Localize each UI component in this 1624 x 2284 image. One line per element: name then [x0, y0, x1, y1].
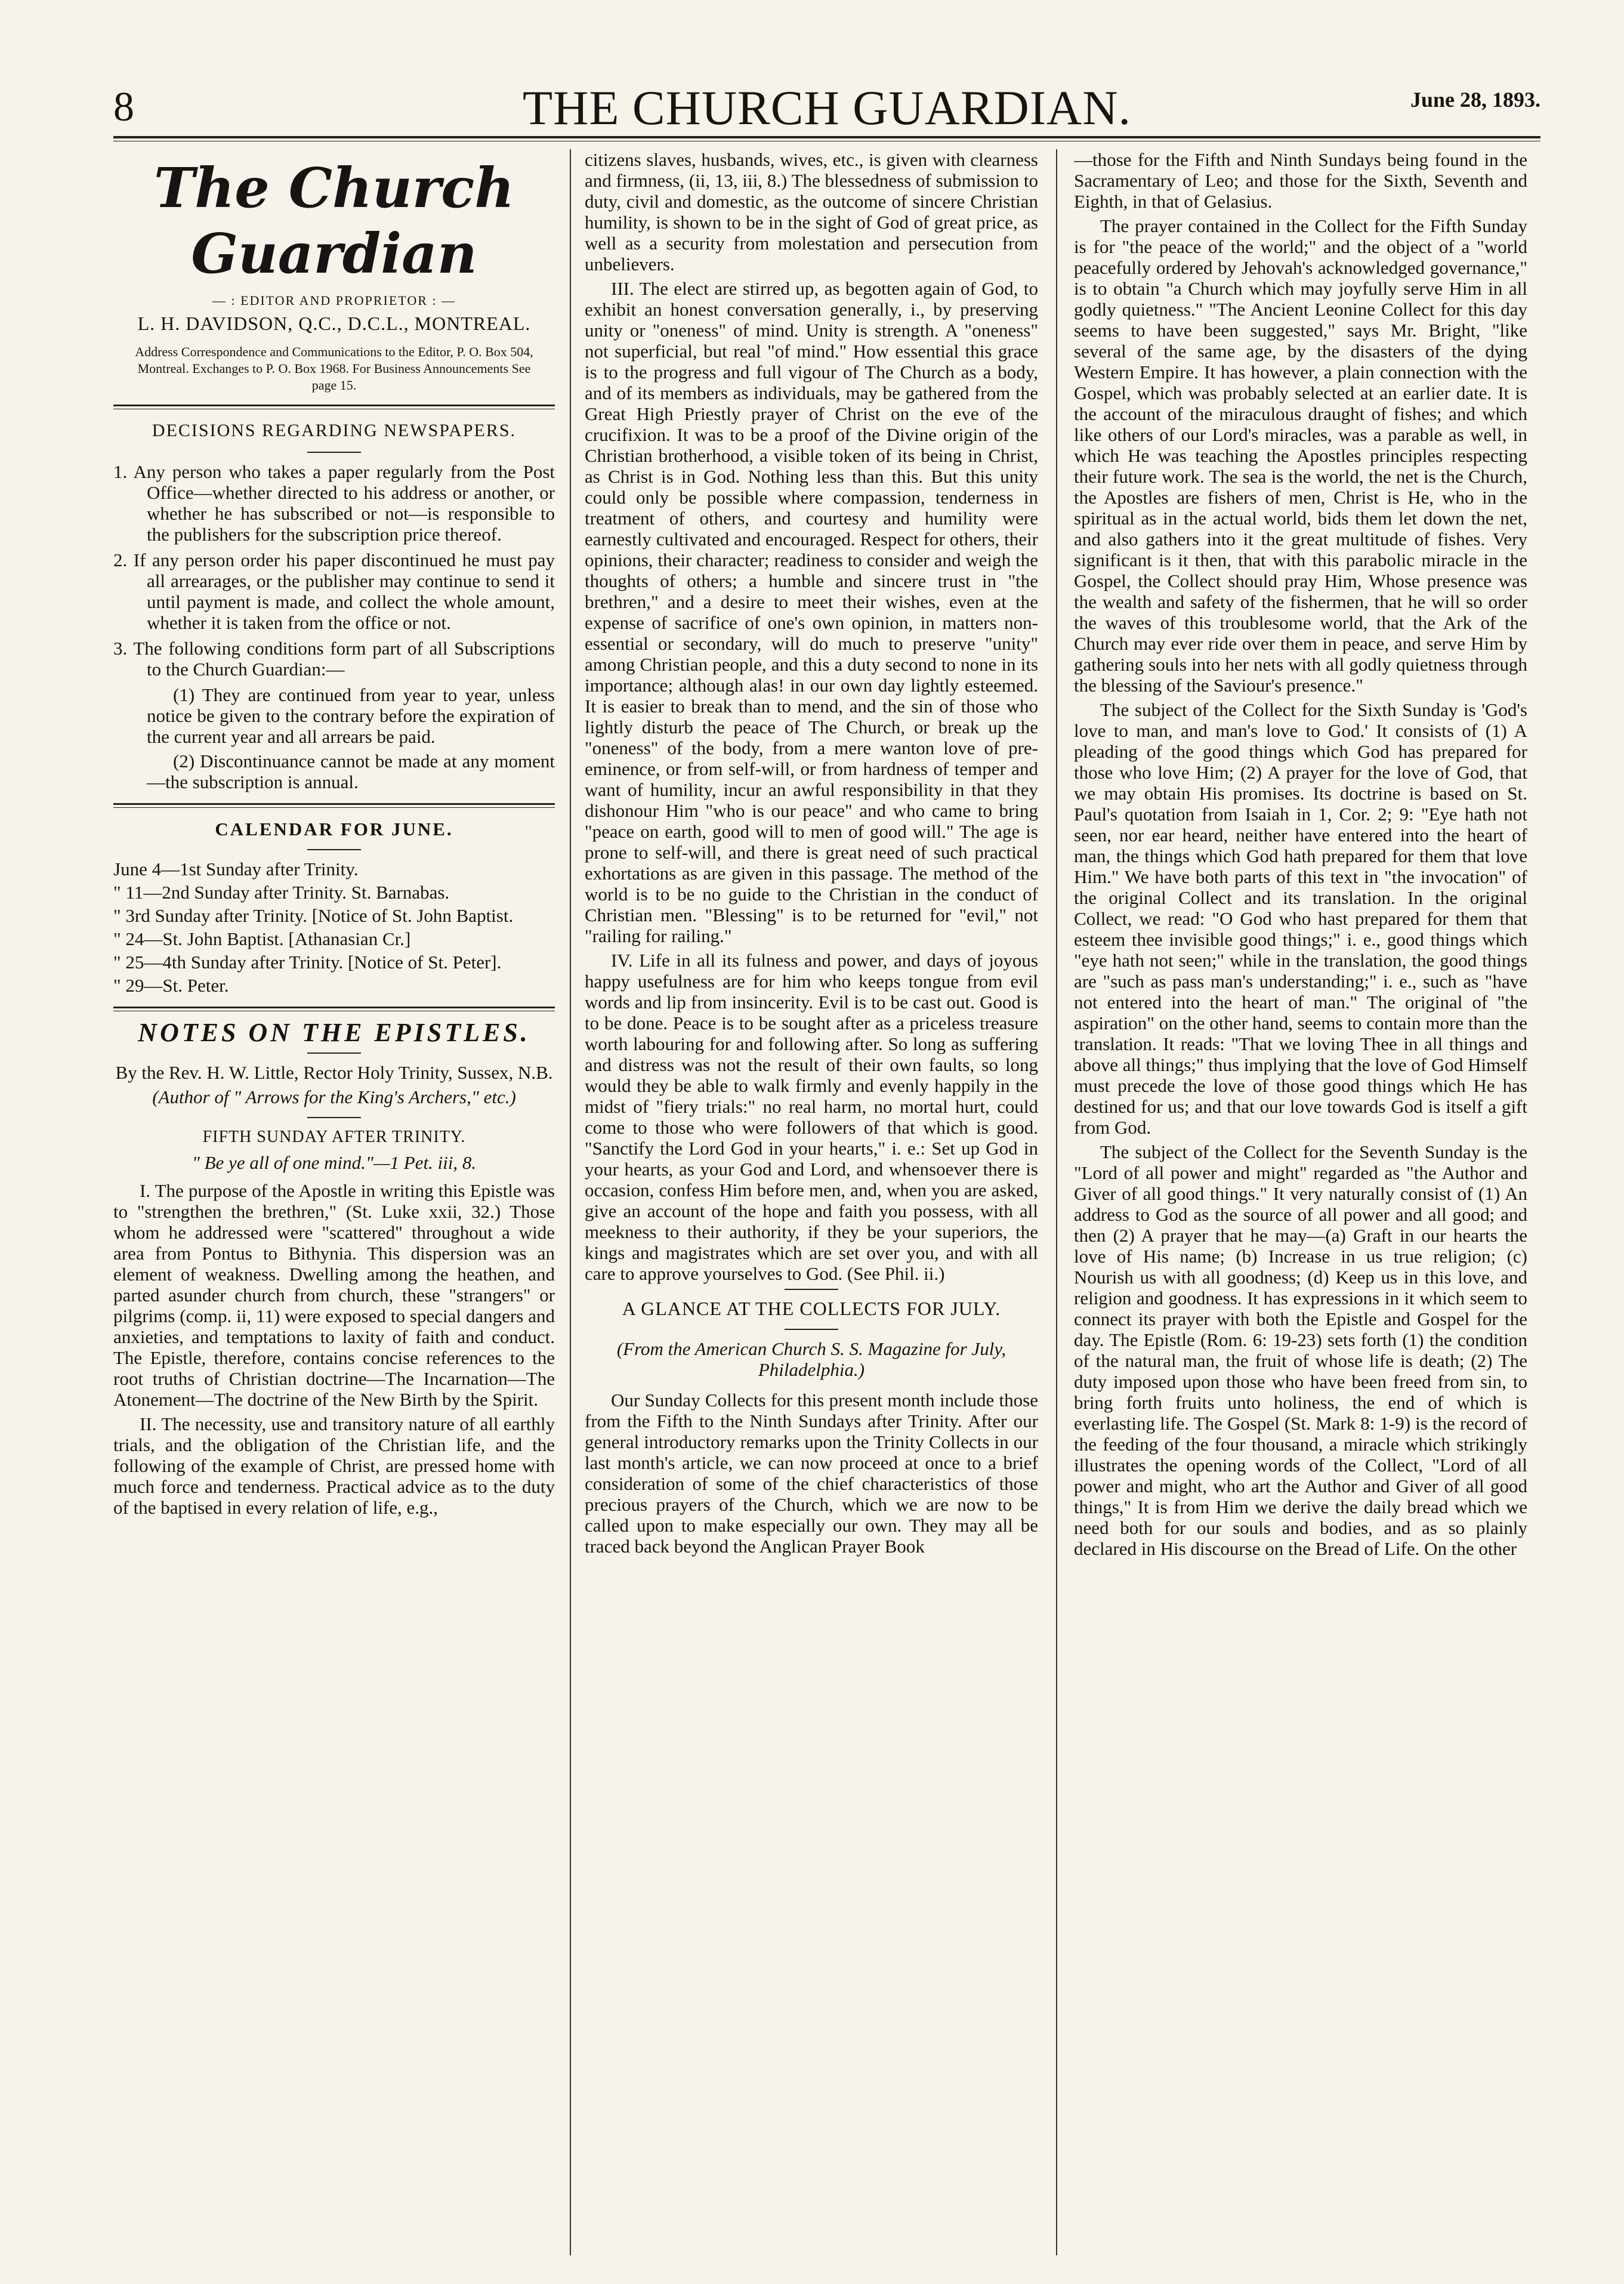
divider	[113, 803, 555, 805]
decision-item: 2. If any person order his paper discontinued he must pay all arrearages, or the publisher may continue to send it until payment is made, and collect the whole amount, whether it is taken from the office or not.	[113, 550, 555, 633]
article-paragraph: The subject of the Collect for the Sixth Sunday is 'God's love to man, and man's love to God.' It consists of (1) A pleading of the good things which God has prepared for those who love Him; (2) A prayer for the love of God, that we may obtain His promises. Its doctrine is based on St. Paul's quotation from Isaiah in 1, Cor. 2; 9: "Eye hath not seen, nor ear heard, neither have entered into the heart of man, the things which God hath prepared for them that love Him." We have both parts of this text in "the invocation" of the original Collect and its translation. In the original Collect, we read: "O God who hast prepared for them that esteem thee invisible good things;" i. e., good things which "eye hath not seen;" while in the translation, the good things are "such as pass man's understanding;" i. e., such as "have not entered into the heart of man." The original of "the aspiration" on the other hand, seems to contain more than the translation. It reads: "That we loving Thee in all things and above all things;" thus implying that the love of God Himself must precede the love of those good things which He has destined for us; and that our love towards God is itself a gift from God.	[1074, 699, 1527, 1138]
scripture-quote: " Be ye all of one mind."—1 Pet. iii, 8.	[192, 1152, 477, 1173]
short-rule	[785, 1289, 838, 1290]
decisions-heading: DECISIONS REGARDING NEWSPAPERS.	[152, 421, 517, 440]
article-paragraph: The prayer contained in the Collect for the Fifth Sunday is for "the peace of the world;" and the object of a "world peacefully ordered by Jehovah's acknowledged governance," is to obtain "a Church which may joyfully serve Him in all godly quietness." "The Ancient Leonine Collect for this day seems to have been suggested," says Mr. Bright, "like several of the same age, by the disasters of the dying Western Empire. It has however, a plain connection with the Gospel, which was probably selected at an earlier date. It is the account of the miraculous draught of fishes; and which like others of our Lord's miracles, was a parable as well, in which He was teaching the Apostles principles respecting their future work. The sea is the world, the net is the Church, the Apostles are fishers of men, Christ is He, who in the spiritual as in the actual world, bids them let down the net, and also gathers into it the great multitude of fishes. Very significant is it then, that with this parabolic miracle in the Gospel, the Collect should pray Him, Whose presence was the wealth and safety of the fishermen, that he will so order the waves of this troublesome world, that the Ark of the Church may ever ride over them in peace, and serve Him by gathering souls into her nets with all godly quietness through the blessing of the Saviour's presence."	[1074, 215, 1527, 696]
calendar-entry: " 24—St. John Baptist. [Athanasian Cr.]	[113, 928, 411, 949]
short-rule	[307, 1053, 361, 1054]
decision-item: 1. Any person who takes a paper regularly from the Post Office—whether directed to his address or another, or whether he has subscribed or not—is responsible to the publishers for the subscription price thereof.	[113, 461, 555, 545]
sunday-heading: FIFTH SUNDAY AFTER TRINITY.	[202, 1128, 466, 1146]
column-2	[585, 149, 1038, 2255]
calendar-entry: " 3rd Sunday after Trinity. [Notice of St. John Baptist.	[113, 905, 514, 926]
address-notice: Address Correspondence and Communications to the Editor, P. O. Box 504, Montreal. Exchanges to P. O. Box 1968. For Business Announcements See page 15.	[135, 344, 533, 393]
article-paragraph: III. The elect are stirred up, as begotten again of God, to exhibit an honest conversation generally, i., by preserving unity or "oneness" of mind. Unity is strength. A "oneness" not superficial, but real "of mind." How essential this grace is to the progress and full vigour of The Church as a body, and of its members as individuals, may be gathered from the Great High Priestly prayer of Christ on the eve of the crucifixion. It was to be a proof of the Divine origin of the Christian brotherhood, a visible token of its being in Christ, as Christ is in God. Nothing less than this. But this unity could only be possible where compassion, tenderness in treatment of others, and courtesy and humility were earnestly cultivated and encouraged. Respect for others, their opinions, their character; readiness to consider and weigh the thoughts of others; a humble and sincere trust in "the brethren," and a desire to meet their wishes, even at the expense of sacrifice of one's own opinion, in matters non-essential or secondary, will do much to preserve "unity" among Christian people, and this a duty second to none in its importance; although alas! in our own day lightly esteemed. It is easier to break than to mend, and the sin of those who lightly disturb the peace of The Church, or break up the "oneness" of the body, from a mere wanton love of pre-eminence, or from self-will, or from hardness of temper and want of humility, incur an awful responsibility in that they dishonour Him "who is our peace" and who came to bring "peace on earth, good will to men of good will." The age is prone to self-will, and there is great need of such practical exhortations as are given in this passage. The method of the world is to be no guide to the Christian in the conduct of Christian men. "Blessing" is to be returned for "evil," not "railing for railing."	[585, 278, 1038, 946]
calendar-entry: June 4—1st Sunday after Trinity.	[113, 859, 359, 879]
article-paragraph: I. The purpose of the Apostle in writing this Epistle was to "strengthen the brethren," (St. Luke xxii, 32.) Those whom he addressed were "scattered" throughout a wide area from Pontus to Bithynia. This dispersion was an element of weakness. Dwelling among the heathen, and parted asunder church from church, these "strangers" or pilgrims (comp. ii, 11) were exposed to special dangers and anxieties, and temptations to laxity of faith and conduct. The Epistle, therefore, contains concise references to the root truths of Christian doctrine—The Incarnation—The Atonement—The doctrine of the New Birth by the Spirit.	[113, 1180, 555, 1410]
calendar-entry: " 25—4th Sunday after Trinity. [Notice of St. Peter].	[113, 952, 502, 973]
column-divider-1	[570, 149, 571, 2255]
decision-item: 3. The following conditions form part of all Subscriptions to the Church Guardian:—	[113, 638, 555, 680]
page-number: 8	[113, 84, 134, 130]
short-rule	[307, 452, 361, 453]
calendar-heading: CALENDAR FOR JUNE.	[215, 819, 453, 839]
article-paragraph: IV. Life in all its fulness and power, and days of joyous happy usefulness are for him who keeps tongue from evil words and lip from insincerity. Evil is to be cast out. Good is to be done. Peace is to be sought after as a priceless treasure worth labouring for and following after. So long as suffering and distress was not the result of their own faults, so long would they be able to walk firmly and evenly happily in the midst of "fiery trials:" no real harm, no mortal hurt, could come to those who were followers of that which is good. "Sanctify the Lord God in your hearts," i. e.: Set up God in your hearts, as your God and Lord, and whensoever there is occasion, confess Him before men, and, when you are asked, give an account of the hope and faith you possess, with all meekness to their authority, if they be your superiors, the kings and magistrates which are set over you, and with all care to approve yourselves to God. (See Phil. ii.)	[585, 950, 1038, 1284]
article-paragraph: citizens slaves, husbands, wives, etc., is given with clearness and firmness, (ii, 13, iii, 8.) The blessedness of submission to duty, civil and domestic, as the outcome of sincere Christian humility, is shown to be in the sight of God of great price, as well as a security from molestation and persecution from unbelievers.	[585, 149, 1038, 274]
masthead: The Church Guardian	[153, 156, 515, 286]
paper-title: THE CHURCH GUARDIAN.	[523, 81, 1131, 135]
author-note: (Author of " Arrows for the King's Archers," etc.)	[152, 1087, 516, 1107]
divider	[113, 405, 555, 406]
page-header	[113, 78, 1540, 135]
article-paragraph: Our Sunday Collects for this present month include those from the Fifth to the Ninth Sundays after Trinity. After our general introductory remarks upon the Trinity Collects in our last month's article, we can now proceed at once to a brief consideration of some of the chief characteristics of those precious prayers of the Church, which we are now to be called upon to make especially our own. They may all be traced back beyond the Anglican Prayer Book	[585, 1390, 1038, 1557]
column-divider-2	[1056, 149, 1057, 2255]
divider	[113, 807, 555, 808]
short-rule	[307, 849, 361, 850]
decision-subitem: (2) Discontinuance cannot be made at any moment—the subscription is annual.	[147, 751, 555, 792]
divider	[113, 1007, 555, 1008]
column-1	[113, 149, 555, 2255]
issue-date: June 28, 1893.	[1410, 88, 1540, 112]
article-paragraph: —those for the Fifth and Ninth Sundays being found in the Sacramentary of Leo; and those for the Sixth, Seventh and Eighth, in that of Gelasius.	[1074, 149, 1527, 212]
decision-subitem: (1) They are continued from year to year, unless notice be given to the contrary before the expiration of the current year and all arrears be paid.	[147, 684, 555, 747]
short-rule	[307, 1117, 361, 1118]
editor-label: — : EDITOR AND PROPRIETOR : —	[212, 293, 456, 308]
article-paragraph: The subject of the Collect for the Seventh Sunday is the "Lord of all power and might" regarded as "the Author and Giver of all good things." It very naturally consist of (1) An address to God as the source of all power and all good; and then (2) A prayer that he may—(a) Graft in our hearts the love of His name; (b) Increase in us true religion; (c) Nourish us with all goodness; (d) Keep us in this love, and religion and goodness. It has expressions in it which seem to connect its prayer with both the Epistle and Gospel for the day. The Epistle (Rom. 6: 19-23) sets forth (1) the condition of the natural man, the fruit of whose life is death; (2) The duty imposed upon those who have been freed from sin, to bring forth fruits unto holiness, the end of which is everlasting life. The Gospel (St. Mark 8: 1-9) is the record of the feeding of the four thousand, a miracle which strikingly illustrates the opening words of the Collect, "Lord of all power and might, who art the Author and Giver of all good things," It is from Him we derive the daily bread which we need both for our souls and bodies, and as so plainly declared in His discourse on the Bread of Life. On the other	[1074, 1141, 1527, 1559]
calendar-entry: " 29—St. Peter.	[113, 975, 229, 996]
header-rule	[113, 136, 1540, 138]
source-note: (From the American Church S. S. Magazine for July, Philadelphia.)	[616, 1338, 1006, 1380]
notes-heading: NOTES ON THE EPISTLES.	[138, 1018, 530, 1047]
calendar-entry: " 11—2nd Sunday after Trinity. St. Barnabas.	[113, 882, 450, 903]
article-paragraph: II. The necessity, use and transitory nature of all earthly trials, and the obligation of the Christian life, and the following of the example of Christ, are pressed home with much force and tenderness. Practical advice as to the duty of the baptised in every relation of life, e.g.,	[113, 1413, 555, 1518]
editor-name: L. H. DAVIDSON, Q.C., D.C.L., MONTREAL.	[137, 313, 531, 334]
glance-heading: A GLANCE AT THE COLLECTS FOR JULY.	[622, 1298, 1001, 1319]
byline: By the Rev. H. W. Little, Rector Holy Trinity, Sussex, N.B.	[115, 1062, 553, 1083]
column-3	[1074, 149, 1527, 2255]
short-rule	[785, 1329, 838, 1330]
